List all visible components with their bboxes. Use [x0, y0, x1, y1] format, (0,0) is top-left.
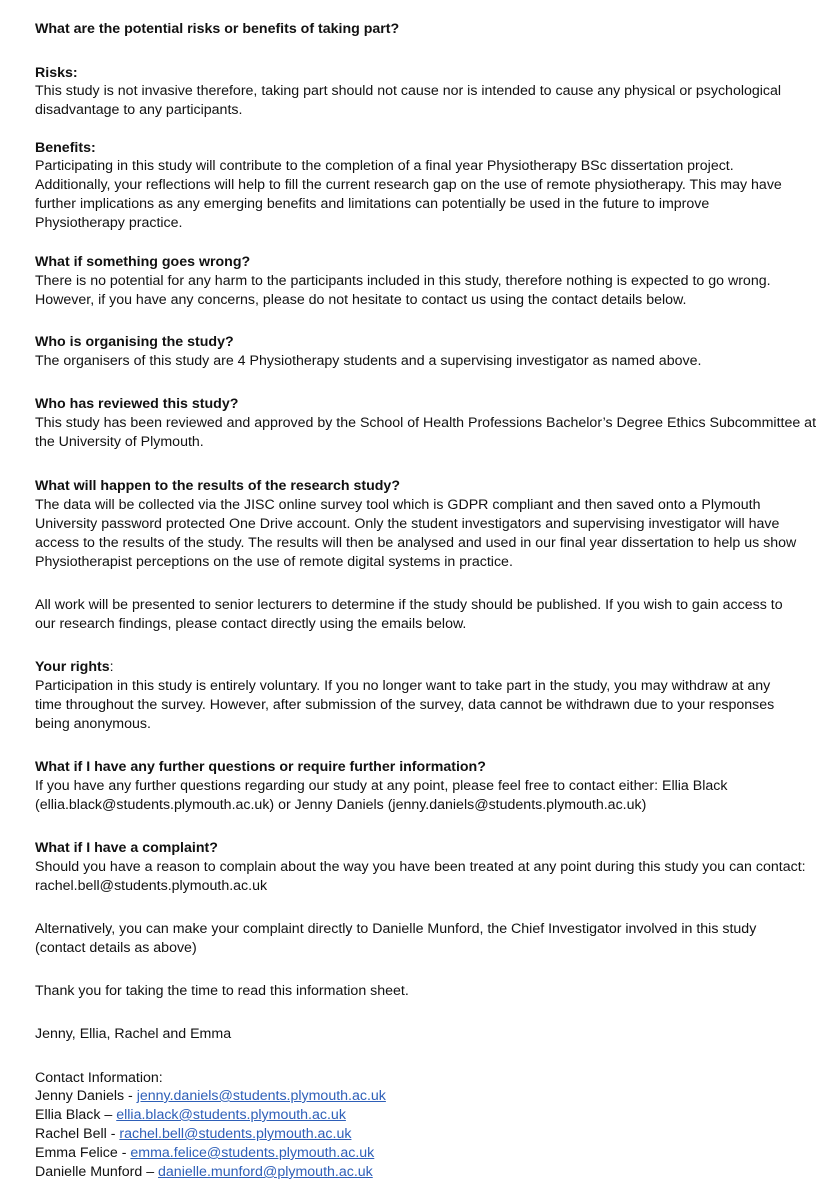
heading-something-wrong: What if something goes wrong?: [35, 254, 251, 270]
publication-line: our research findings, please contact directly using the emails below.: [35, 616, 467, 632]
contact-name: Ellia Black –: [35, 1107, 117, 1123]
contact-entry-rachel-bell: [35, 1125, 815, 1144]
contact-entry-emma-felice: [35, 1144, 815, 1163]
contact-heading: Contact Information:: [35, 1070, 163, 1086]
email-link-rachel-bell[interactable]: rachel.bell@students.plymouth.ac.uk: [119, 1126, 352, 1142]
wrong-line: There is no potential for any harm to the participants included in this study, therefore nothing is expected to go wrong.: [35, 273, 771, 289]
alternative-line: (contact details as above): [35, 940, 197, 956]
contact-entry-jenny-daniels: [35, 1087, 815, 1106]
contact-name: Danielle Munford –: [35, 1164, 159, 1180]
results-line: University password protected One Drive account. Only the student investigators and supervising investigator will have: [35, 516, 780, 532]
heading-benefits: Benefits:: [35, 140, 96, 156]
organising-line: The organisers of this study are 4 Physiotherapy students and a supervising investigator as named above.: [35, 353, 702, 369]
benefits-line: Additionally, your reflections will help to fill the current research gap on the use of remote physiotherapy. This may have: [35, 177, 782, 193]
publication-line: All work will be presented to senior lecturers to determine if the study should be published. If you wish to gain access to: [35, 597, 783, 613]
contact-name: Jenny Daniels -: [35, 1088, 137, 1104]
contact-entry-danielle-munford: [35, 1163, 815, 1182]
email-link-jenny-daniels[interactable]: jenny.daniels@students.plymouth.ac.uk: [136, 1088, 386, 1104]
complaint-line: rachel.bell@students.plymouth.ac.uk: [35, 878, 268, 894]
rights-line: being anonymous.: [35, 716, 151, 732]
contact-entry-ellia-black: [35, 1106, 815, 1125]
reviewed-line: This study has been reviewed and approved by the School of Health Professions Bachelor’s Degree Ethics Subcommittee at: [35, 415, 817, 431]
reviewed-line: the University of Plymouth.: [35, 434, 204, 450]
your-rights-label: Your rights: [35, 659, 110, 675]
email-link-ellia-black[interactable]: ellia.black@students.plymouth.ac.uk: [116, 1107, 346, 1123]
contact-name: Emma Felice -: [35, 1145, 131, 1161]
benefits-line: further implications as any emerging benefits and limitations can potentially be used in the future to improve: [35, 196, 710, 212]
benefits-line: Participating in this study will contribute to the completion of a final year Physiotherapy BSc dissertation project.: [35, 158, 734, 174]
email-link-danielle-munford[interactable]: danielle.munford@plymouth.ac.uk: [158, 1164, 373, 1180]
your-rights-colon: :: [109, 659, 114, 675]
heading-results: What will happen to the results of the research study?: [35, 478, 400, 494]
questions-line: (ellia.black@students.plymouth.ac.uk) or Jenny Daniels (jenny.daniels@students.plymouth.ac.uk): [35, 797, 647, 813]
heading-complaint: What if I have a complaint?: [35, 840, 218, 856]
heading-risks-benefits: What are the potential risks or benefits of taking part?: [35, 21, 400, 37]
results-line: The data will be collected via the JISC online survey tool which is GDPR compliant and then saved onto a Plymouth: [35, 497, 761, 513]
heading-further-questions: What if I have any further questions or require further information?: [35, 759, 486, 775]
results-line: access to the results of the study. The results will then be analysed and used in our final year dissertation to help us show: [35, 535, 797, 551]
rights-line: time throughout the survey. However, after submission of the survey, data cannot be withdrawn due to your responses: [35, 697, 775, 713]
risks-line: disadvantage to any participants.: [35, 102, 243, 118]
heading-reviewed: Who has reviewed this study?: [35, 396, 239, 412]
heading-risks: Risks:: [35, 65, 78, 81]
benefits-line: Physiotherapy practice.: [35, 215, 183, 231]
heading-organising: Who is organising the study?: [35, 334, 234, 350]
risks-line: This study is not invasive therefore, taking part should not cause nor is intended to cause any physical or psychological: [35, 83, 782, 99]
thanks-line: Thank you for taking the time to read this information sheet.: [35, 983, 409, 999]
rights-line: Participation in this study is entirely voluntary. If you no longer want to take part in the study, you may withdraw at any: [35, 678, 771, 694]
signoff-line: Jenny, Ellia, Rachel and Emma: [35, 1026, 232, 1042]
heading-your-rights: [35, 658, 815, 677]
results-line: Physiotherapist perceptions on the use of remote digital systems in practice.: [35, 554, 513, 570]
questions-line: If you have any further questions regarding our study at any point, please feel free to contact either: Ellia Black: [35, 778, 728, 794]
complaint-line: Should you have a reason to complain about the way you have been treated at any point during this study you can contact:: [35, 859, 806, 875]
alternative-line: Alternatively, you can make your complaint directly to Danielle Munford, the Chief Investigator involved in this study: [35, 921, 757, 937]
contact-name: Rachel Bell -: [35, 1126, 120, 1142]
wrong-line: However, if you have any concerns, please do not hesitate to contact us using the contact details below.: [35, 292, 687, 308]
email-link-emma-felice[interactable]: emma.felice@students.plymouth.ac.uk: [130, 1145, 375, 1161]
